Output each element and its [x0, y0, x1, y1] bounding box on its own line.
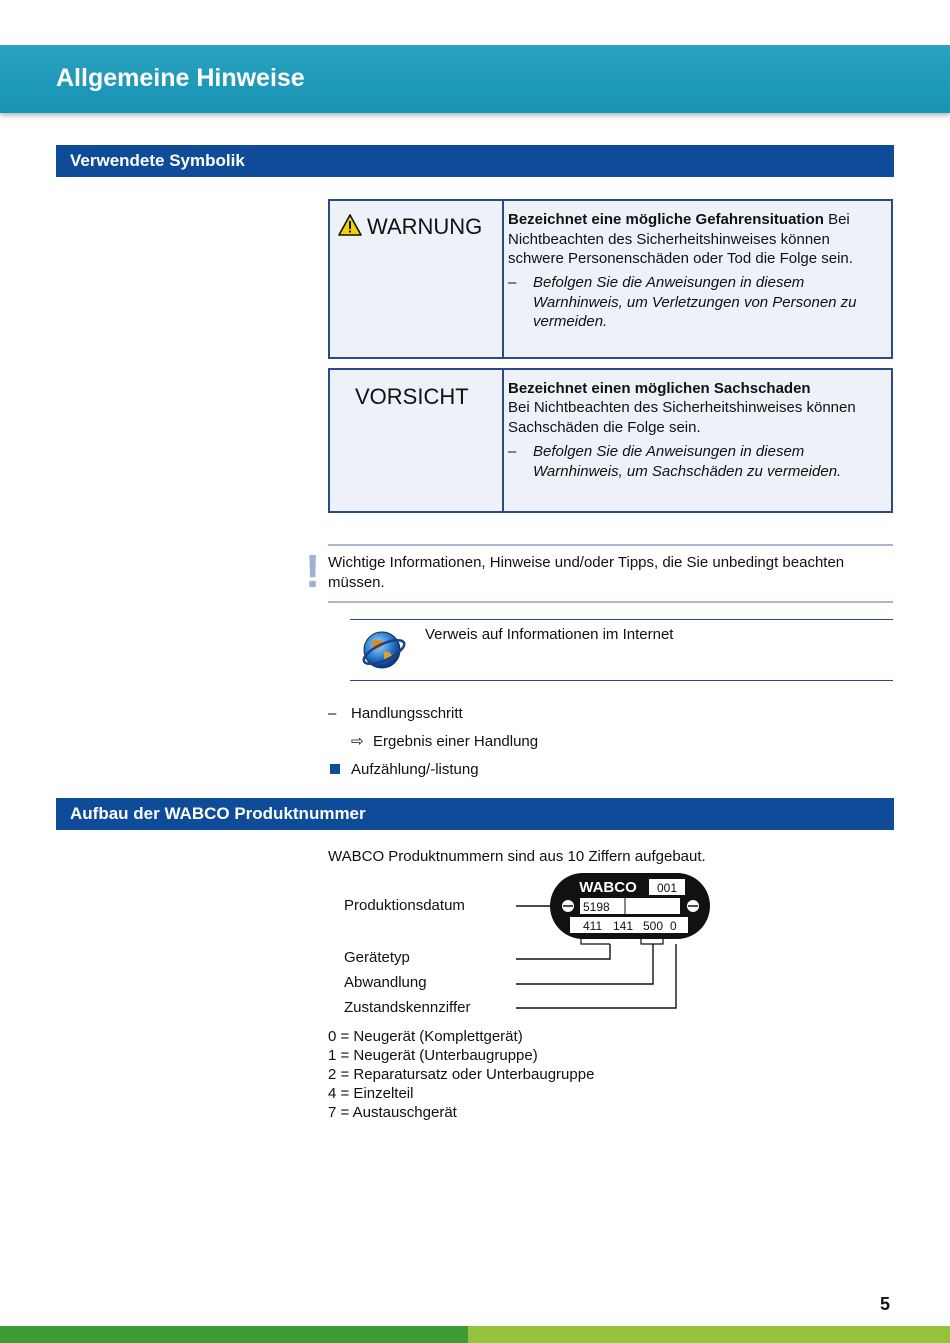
code-item: 1 = Neugerät (Unterbaugruppe) — [328, 1047, 538, 1064]
page-number: 5 — [880, 1294, 891, 1314]
warning-description — [508, 210, 883, 269]
arrow-right-icon: ⇨ — [351, 733, 364, 750]
caution-step-text: Befolgen Sie die Anweisungen in diesem Warnhinweis, um Sachschäden zu vermeiden. — [533, 443, 842, 480]
label-produktionsdatum: Produktionsdatum — [344, 897, 465, 914]
dash-marker: – — [328, 705, 337, 722]
warning-text: Bei Nichtbeachten des Sicherheitshinweises können schwere Personenschäden oder Tod die Folge sein. — [508, 211, 853, 267]
box-divider — [502, 370, 504, 511]
section-bar-symbolik — [56, 145, 894, 177]
dash-marker: – — [508, 443, 517, 460]
list-text: Aufzählung/-listung — [351, 761, 479, 778]
product-intro: WABCO Produktnummern sind aus 10 Ziffern aufgebaut. — [328, 848, 706, 865]
divider-line — [328, 544, 893, 546]
warning-triangle-icon — [338, 214, 362, 236]
divider-line — [328, 601, 893, 603]
section-title: Verwendete Symbolik — [70, 151, 245, 170]
warning-bold-text: Bezeichnet eine mögliche Gefahrensituation — [508, 211, 824, 228]
plate-digits-2: 141 — [613, 919, 634, 933]
warning-step-text: Befolgen Sie die Anweisungen in diesem Warnhinweis, um Verletzungen von Personen zu vermeiden. — [533, 274, 857, 330]
page-title: Allgemeine Hinweise — [56, 64, 305, 92]
warning-label: WARNUNG — [367, 214, 483, 239]
warning-box — [328, 199, 893, 359]
step-text: Handlungsschritt — [351, 705, 463, 722]
footer-bar-right — [468, 1326, 950, 1343]
dash-marker: – — [508, 274, 517, 291]
plate-digits-3: 500 — [643, 919, 664, 933]
label-abwandlung: Abwandlung — [344, 974, 427, 991]
plate-brand: WABCO — [579, 879, 637, 896]
caution-text: Bei Nichtbeachten des Sicherheitshinweises können Sachschäden die Folge sein. — [508, 399, 856, 436]
footer-bar-left — [0, 1326, 468, 1343]
caution-box — [328, 368, 893, 513]
box-divider — [502, 201, 504, 357]
caution-label: VORSICHT — [355, 384, 469, 409]
result-text: Ergebnis einer Handlung — [373, 733, 539, 750]
divider-line — [350, 619, 893, 620]
code-item: 0 = Neugerät (Komplettgerät) — [328, 1028, 523, 1045]
code-item: 2 = Reparatursatz oder Unterbaugruppe — [328, 1066, 595, 1083]
product-plate-diagram — [510, 870, 720, 1015]
plate-date: 5198 — [583, 900, 610, 914]
important-text: Wichtige Informationen, Hinweise und/oder Tipps, die Sie unbedingt beachten müssen. — [328, 554, 845, 591]
square-bullet-icon — [330, 764, 340, 774]
caution-step — [508, 442, 883, 481]
warning-step — [508, 273, 883, 332]
plate-code: 001 — [656, 881, 678, 895]
exclamation-icon: ! — [305, 545, 321, 597]
divider-line — [350, 680, 893, 681]
caution-bold-text: Bezeichnet einen möglichen Sachschaden — [508, 380, 811, 397]
label-geraetetyp: Gerätetyp — [344, 949, 410, 966]
globe-icon — [360, 628, 408, 672]
internet-text: Verweis auf Informationen im Internet — [425, 626, 674, 643]
section-bar-produktnummer — [56, 798, 894, 830]
plate-digits-4: 0 — [670, 919, 677, 933]
code-item: 4 = Einzelteil — [328, 1085, 414, 1102]
code-item: 7 = Austauschgerät — [328, 1104, 457, 1121]
plate-digits-1: 411 — [583, 919, 603, 933]
section-title: Aufbau der WABCO Produktnummer — [70, 804, 366, 823]
label-zustandskennziffer: Zustandskennziffer — [344, 999, 471, 1016]
